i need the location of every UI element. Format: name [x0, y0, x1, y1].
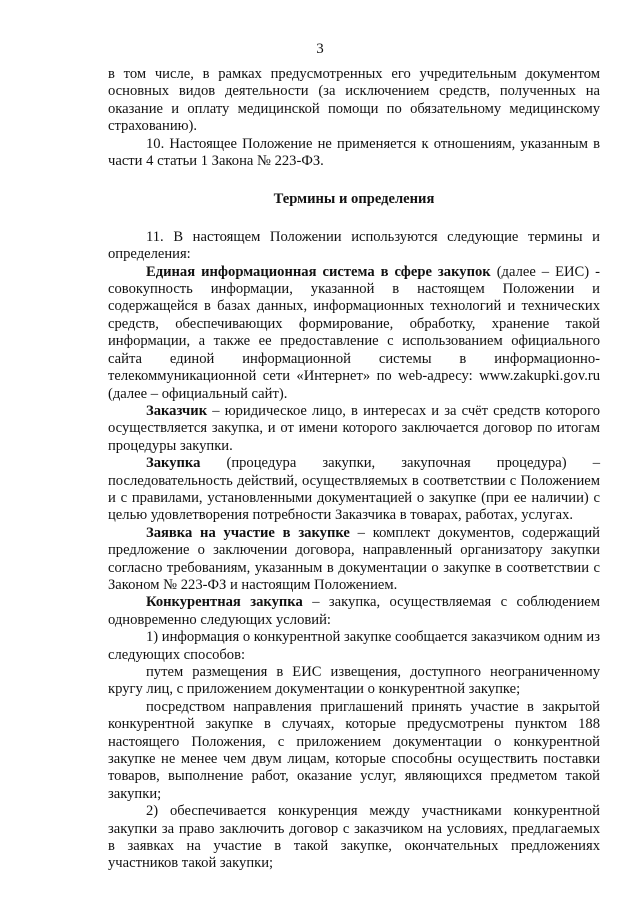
term-customer: Заказчик — [146, 402, 208, 419]
document-body — [108, 66, 600, 873]
term-application: Заявка на участие в закупке — [146, 524, 350, 541]
term-competitive: Конкурентная закупка — [146, 594, 303, 611]
page-number: 3 — [316, 41, 324, 57]
condition-2: 2) обеспечивается конкуренция между участниками конкурентной закупки за право заключить договор с заказчиком на условиях, предлагаемых в заявках на участие в такой закупке, окончательных предложениях участников такой закупки; — [108, 803, 600, 872]
definition-customer — [108, 403, 600, 455]
definition-purchase-text: (процедура закупки, закупочная процедура) – последовательность действий, осуществляемых в соответствии с Положением и с правилами, установленными документацией о закупке (при ее наличии) с целью удовлетворения потребности Заказчика в товарах, работах, услугах. — [108, 455, 600, 524]
condition-1-way-1: путем размещения в ЕИС извещения, доступного неограниченному кругу лиц, с приложением документации о конкурентной закупке; — [108, 664, 600, 698]
definition-competitive — [108, 594, 600, 629]
definition-purchase — [108, 455, 600, 525]
definition-eis-text: (далее – ЕИС) - совокупность информации, указанной в настоящем Положении и содержащейся в базах данных, информационных технологий и технических средств, обеспечивающих формирование, обработку, хранение такой информации, а также ее предоставление с использованием официального сайта единой информационной системы в информационно-телекоммуникационной сети «Интернет» по web-адресу: www.zakupki.gov.ru (далее – официальный сайт). — [108, 263, 600, 402]
term-purchase: Закупка — [146, 455, 201, 472]
definition-customer-text: – юридическое лицо, в интересах и за счёт средств которого осуществляется закупка, и от имени которого заключается договор по итогам процедуры закупки. — [108, 402, 600, 454]
paragraph-11: 11. В настоящем Положении используются следующие термины и определения: — [108, 228, 600, 263]
paragraph-continuation: в том числе, в рамках предусмотренных его учредительным документом основных видов деятельности (за исключением средств, полученных на оказание и оплату медицинской помощи по обязательному медицинскому страхованию). — [108, 66, 600, 135]
term-eis: Единая информационная система в сфере закупок — [146, 263, 491, 280]
definition-application-text: – комплект документов, содержащий предложение о заключении договора, направленный организатору закупки согласно требованиям, указанным в документации о закупке в соответствии с Законом № 223-ФЗ и настоящим Положением. — [108, 524, 600, 593]
definition-application — [108, 525, 600, 595]
condition-1: 1) информация о конкурентной закупке сообщается заказчиком одним из следующих способов: — [108, 629, 600, 663]
definition-competitive-text: – закупка, осуществляемая с соблюдением одновременно следующих условий: — [108, 594, 600, 628]
section-heading: Термины и определения — [273, 191, 435, 208]
condition-1-way-2: посредством направления приглашений принять участие в закрытой конкурентной закупке в случаях, которые предусмотрены пунктом 188 настоящего Положения, с приложением документации о конкурентной закупке не менее чем двум лицам, которые способны осуществить поставки товаров, выполнение работ, оказание услуг, являющихся предметом такой закупки; — [108, 698, 600, 802]
definition-eis — [108, 264, 600, 403]
paragraph-10: 10. Настоящее Положение не применяется к отношениям, указанным в части 4 статьи 1 Закона № 223-ФЗ. — [108, 135, 600, 170]
